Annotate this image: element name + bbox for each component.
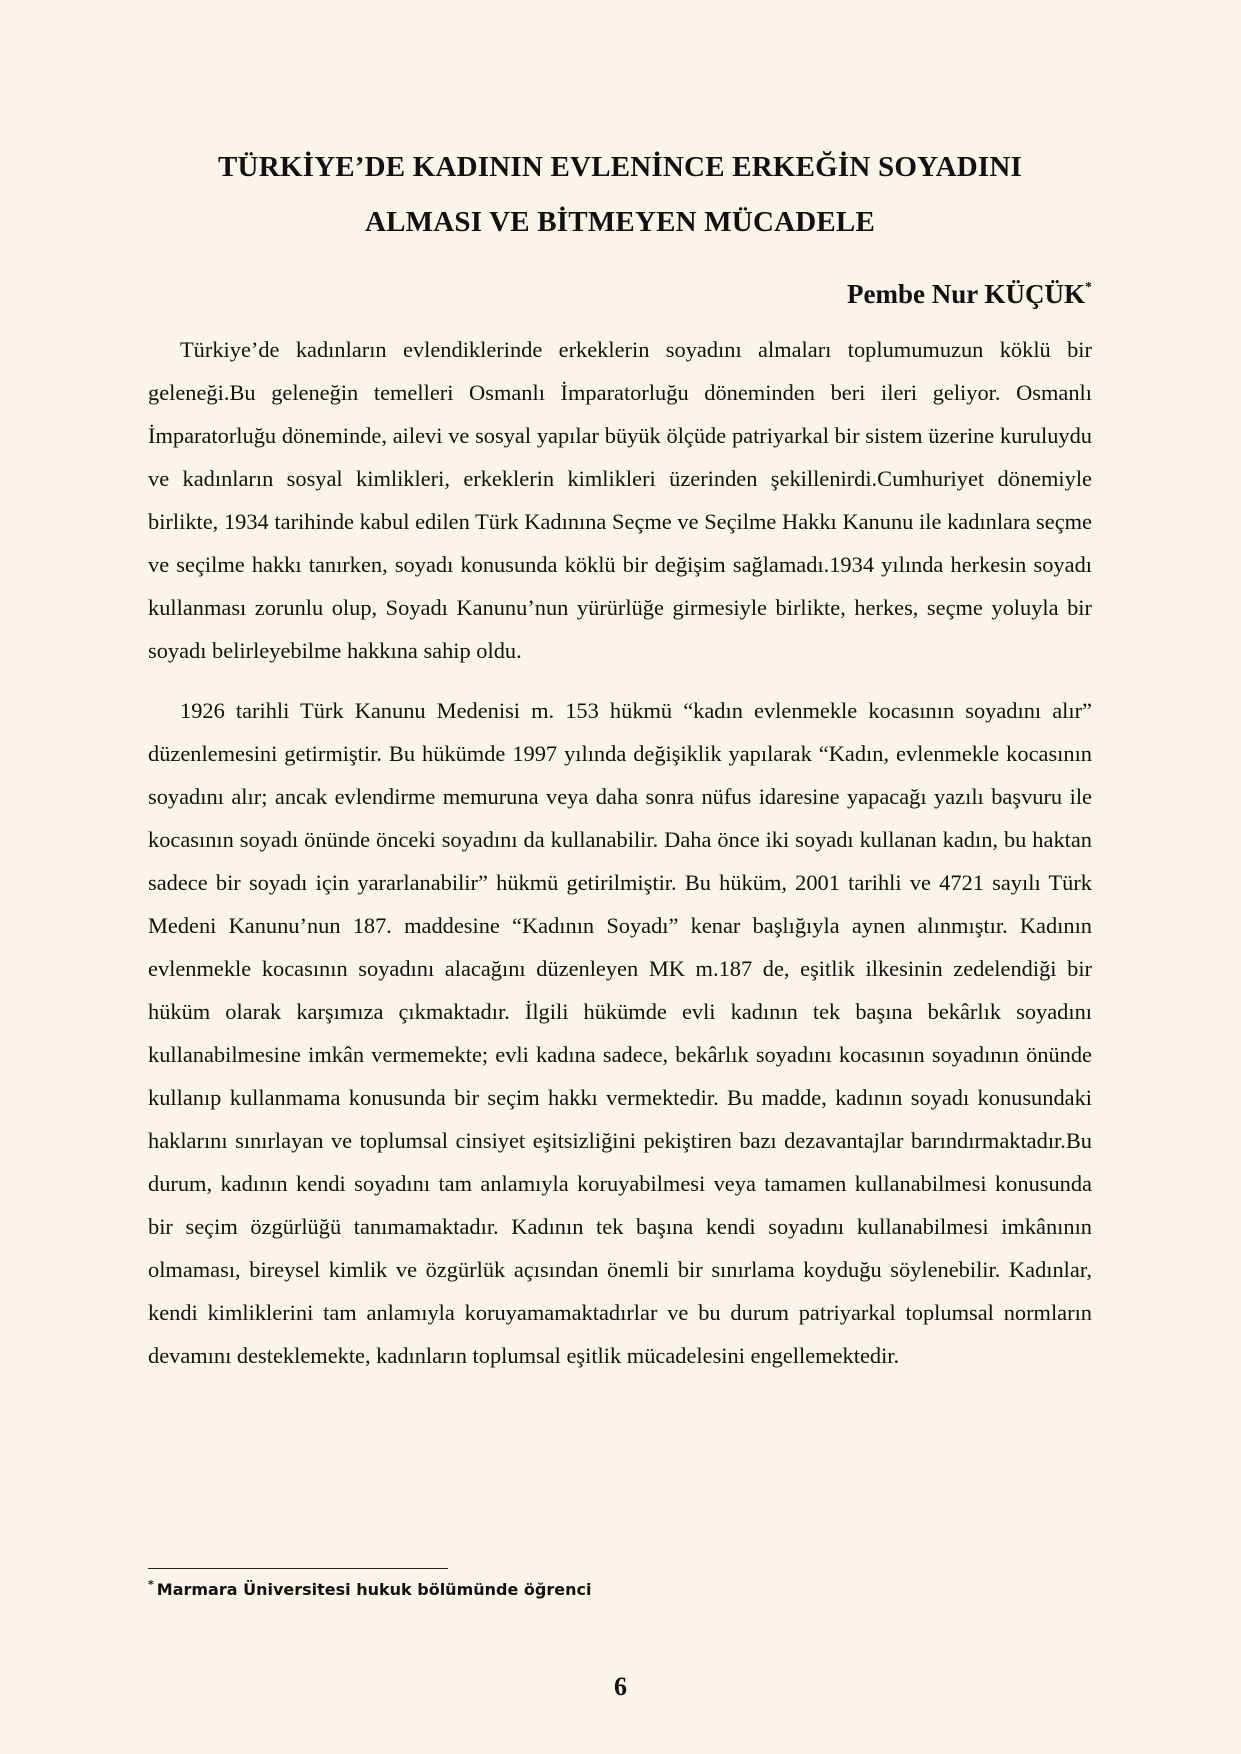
author-footnote-marker[interactable]: * <box>1085 280 1092 295</box>
author-text: Pembe Nur KÜÇÜK <box>847 279 1085 309</box>
footnote <box>148 1578 591 1602</box>
title-line-1: TÜRKİYE’DE KADININ EVLENİNCE ERKEĞİN SOYADINI <box>218 151 1022 183</box>
footnote-marker: * <box>148 1578 154 1591</box>
document-title <box>148 140 1092 250</box>
title-line-2: ALMASI VE BİTMEYEN MÜCADELE <box>364 206 875 238</box>
paragraph-2: 1926 tarihli Türk Kanunu Medenisi m. 153 hükmü “kadın evlenmekle kocasının soyadını alır” düzenlemesini getirmiştir. Bu hükümde 1997 yılında değişiklik yapılarak “Kadın, evlenmekle kocasının soyadını alır; ancak evlendirme memuruna veya daha sonra nüfus idaresine yapacağı yazılı başvuru ile kocasının soyadı önünde önceki soyadını da kullanabilir. Daha önce iki soyadı kullanan kadın, bu haktan sadece bir soyadı için yararlanabilir” hükmü getirilmiştir. Bu hüküm, 2001 tarihli ve 4721 sayılı Türk Medeni Kanunu’nun 187. maddesine “Kadının Soyadı” kenar başlığıyla aynen alınmıştır. Kadının evlenmekle kocasının soyadını alacağını düzenleyen MK m.187 de, eşitlik ilkesinin zedelendiği bir hüküm olarak karşımıza çıkmaktadır. İlgili hükümde evli kadının tek başına bekârlık soyadını kullanabilmesine imkân vermemekte; evli kadına sadece, bekârlık soyadını kocasının soyadının önünde kullanıp kullanmama konusunda bir seçim hakkı vermektedir. Bu madde, kadının soyadı konusundaki haklarını sınırlayan ve toplumsal cinsiyet eşitsizliğini pekiştiren bazı dezavantajlar barındırmaktadır.Bu durum, kadının kendi soyadını tam anlamıyla koruyabilmesi veya tamamen kullanabilmesi konusunda bir seçim özgürlüğü tanımamaktadır. Kadının tek başına kendi soyadını kullanabilmesi imkânının olmaması, bireysel kimlik ve özgürlük açısından önemli bir sınırlama koyduğu söylenebilir. Kadınlar, kendi kimliklerini tam anlamıyla koruyamamaktadırlar ve bu durum patriyarkal toplumsal normların devamını desteklemekte, kadınların toplumsal eşitlik mücadelesini engellemektedir. <box>148 698 1092 1368</box>
footnote-text: Marmara Üniversitesi hukuk bölümünde öğrenci <box>156 1580 592 1599</box>
paragraph-1: Türkiye’de kadınların evlendiklerinde erkeklerin soyadını almaları toplumumuzun köklü bir geleneği.Bu geleneğin temelleri Osmanlı İmparatorluğu döneminden beri ileri geliyor. Osmanlı İmparatorluğu döneminde, ailevi ve sosyal yapılar büyük ölçüde patriyarkal bir sistem üzerine kuruluydu ve kadınların sosyal kimlikleri, erkeklerin kimlikleri üzerinden şekillenirdi.Cumhuriyet dönemiyle birlikte, 1934 tarihinde kabul edilen Türk Kadınına Seçme ve Seçilme Hakkı Kanunu ile kadınlara seçme ve seçilme hakkı tanırken, soyadı konusunda köklü bir değişim sağlamadı.1934 yılında herkesin soyadı kullanması zorunlu olup, Soyadı Kanunu’nun yürürlüğe girmesiyle birlikte, herkes, seçme yoluyla bir soyadı belirleyebilme hakkına sahip oldu. <box>148 337 1092 663</box>
page-number: 6 <box>614 1672 627 1701</box>
document-page <box>148 140 1092 1377</box>
footnote-divider <box>148 1568 448 1569</box>
author-name <box>148 276 1092 312</box>
